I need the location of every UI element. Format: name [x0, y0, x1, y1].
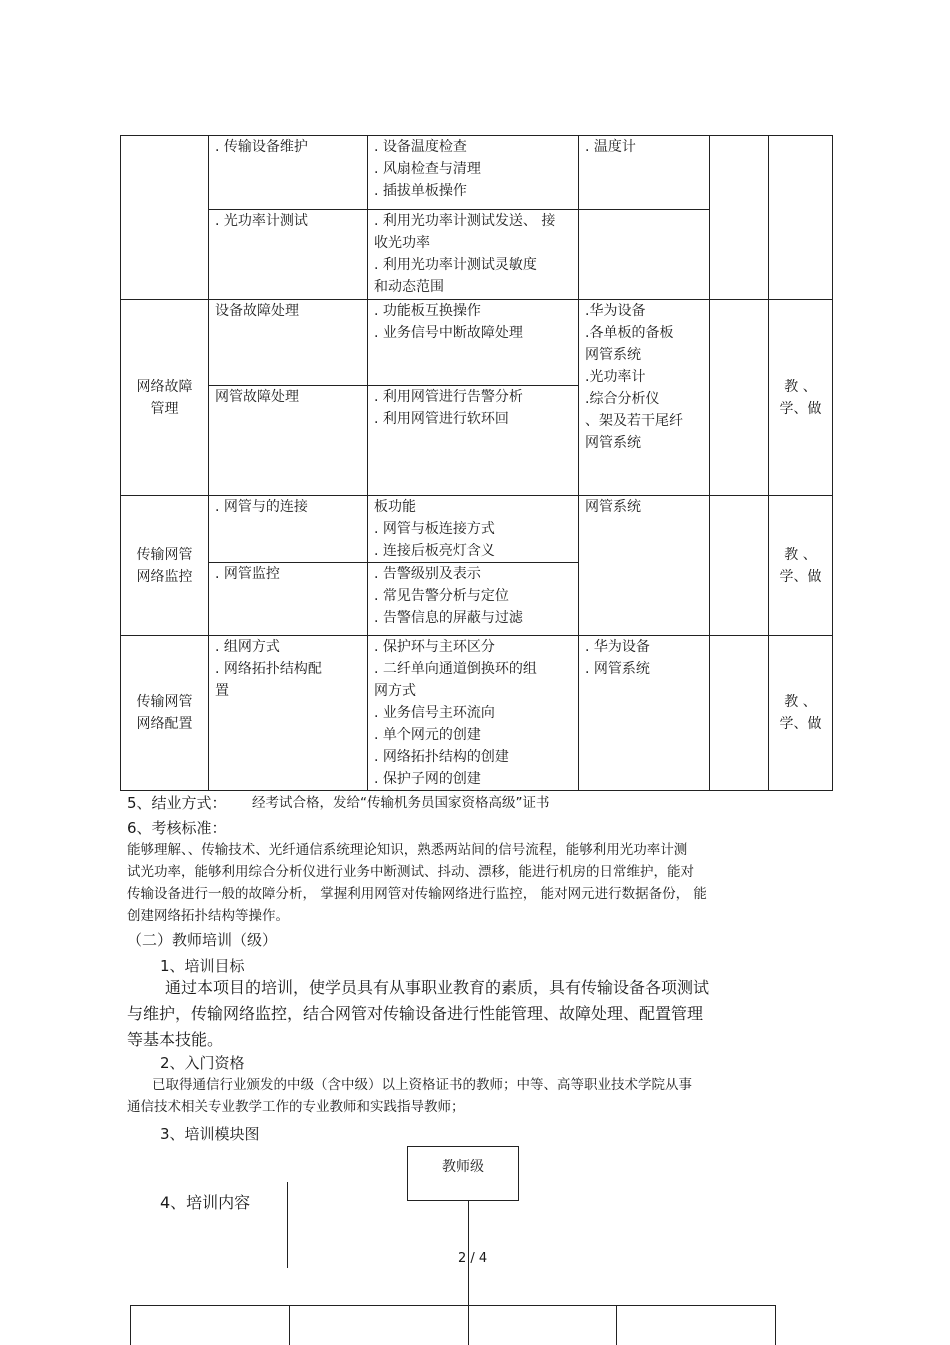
equipment-cell: .华为设备 .各单板的备板 网管系统 .光功率计 .综合分析仪 、架及若干尾纤 网管系统: [579, 300, 710, 496]
blank-cell: [710, 300, 769, 496]
task-cell: . 传输设备维护: [209, 136, 368, 210]
diagram-branch: [616, 1305, 617, 1345]
diagram-branch: [130, 1305, 131, 1345]
mode-cell: 教 、 学、做: [769, 636, 833, 791]
blank-cell: [710, 136, 769, 300]
goal-title: 1、培训目标: [160, 957, 245, 975]
diagram-title: 3、培训模块图: [160, 1125, 260, 1143]
mode-cell: [769, 136, 833, 300]
goal-line: 与维护，传输网络监控，结合网管对传输设备进行性能管理、故障处理、配置管理: [127, 1004, 704, 1023]
assessment-line: 传输设备进行一般的故障分析， 掌握利用网管对传输网络进行监控， 能对网元进行数据备份， 能: [127, 886, 707, 902]
task-cell: 设备故障处理: [209, 300, 368, 386]
content-cell: . 利用光功率计测试发送、 接 收光功率 . 利用光功率计测试灵敏度 和动态范围: [368, 210, 579, 300]
content-cell: . 功能板互换操作 . 业务信号中断故障处理: [368, 300, 579, 386]
equipment-cell: . 华为设备 . 网管系统: [579, 636, 710, 791]
diagram-branch: [468, 1305, 469, 1345]
task-cell: 网管故障处理: [209, 386, 368, 496]
task-cell: . 光功率计测试: [209, 210, 368, 300]
task-cell: . 组网方式 . 网络拓扑结构配 置: [209, 636, 368, 791]
diagram-bottom-line: [130, 1305, 776, 1306]
module-cell: 传输网管 网络配置: [121, 636, 209, 791]
entry-title: 2、入门资格: [160, 1054, 245, 1072]
assessment-line: 创建网络拓扑结构等操作。: [127, 908, 289, 924]
page-number: 2 / 4: [458, 1251, 488, 1266]
content-cell: . 利用网管进行告警分析 . 利用网管进行软环回: [368, 386, 579, 496]
mode-cell: 教 、 学、做: [769, 496, 833, 636]
equipment-cell: . 温度计: [579, 136, 710, 210]
equipment-cell: 网管系统: [579, 496, 710, 636]
module-cell: [121, 136, 209, 300]
blank-cell: [710, 496, 769, 636]
content-cell: . 设备温度检查 . 风扇检查与清理 . 插拔单板操作: [368, 136, 579, 210]
diagram-branch: [289, 1305, 290, 1345]
task-cell: . 网管监控: [209, 563, 368, 636]
content-title: 4、培训内容: [160, 1193, 251, 1212]
content-cell: 板功能 . 网管与板连接方式 . 连接后板亮灯含义: [368, 496, 579, 563]
completion-text: 经考试合格，发给“传输机务员国家资格高级”证书: [252, 795, 550, 811]
content-cell: . 告警级别及表示 . 常见告警分析与定位 . 告警信息的屏蔽与过滤: [368, 563, 579, 636]
assessment-line: 能够理解、、传输技术、光纤通信系统理论知识，熟悉两站间的信号流程，能够利用光功率计测: [127, 842, 688, 858]
equipment-cell: [579, 210, 710, 300]
task-cell: . 网管与的连接: [209, 496, 368, 563]
diagram-branch: [775, 1305, 776, 1345]
entry-line: 通信技术相关专业教学工作的专业教师和实践指导教师；: [127, 1099, 465, 1115]
section-heading: （二）教师培训（级）: [127, 931, 278, 949]
diagram-side-line: [287, 1182, 288, 1268]
completion-label: 5、结业方式：: [127, 794, 227, 812]
goal-line: 通过本项目的培训，使学员具有从事职业教育的素质，具有传输设备各项测试: [165, 978, 710, 997]
blank-cell: [710, 636, 769, 791]
teacher-level-box: [407, 1146, 519, 1201]
assessment-label: 6、考核标准：: [127, 819, 227, 837]
mode-cell: 教 、 学、做: [769, 300, 833, 496]
assessment-line: 试光功率，能够利用综合分析仪进行业务中断测试、抖动、漂移，能进行机房的日常维护，能对: [127, 864, 694, 880]
training-table: [120, 135, 833, 791]
module-cell: 传输网管 网络监控: [121, 496, 209, 636]
goal-line: 等基本技能。: [127, 1030, 224, 1049]
module-cell: 网络故障 管理: [121, 300, 209, 496]
content-cell: . 保护环与主环区分 . 二纤单向通道倒换环的组 网方式 . 业务信号主环流向 . 单个网元的创建 . 网络拓扑结构的创建 . 保护子网的创建: [368, 636, 579, 791]
entry-line: 已取得通信行业颁发的中级（含中级）以上资格证书的教师；中等、高等职业技术学院从事: [152, 1077, 692, 1093]
teacher-level-label: 教师级: [442, 1159, 484, 1175]
